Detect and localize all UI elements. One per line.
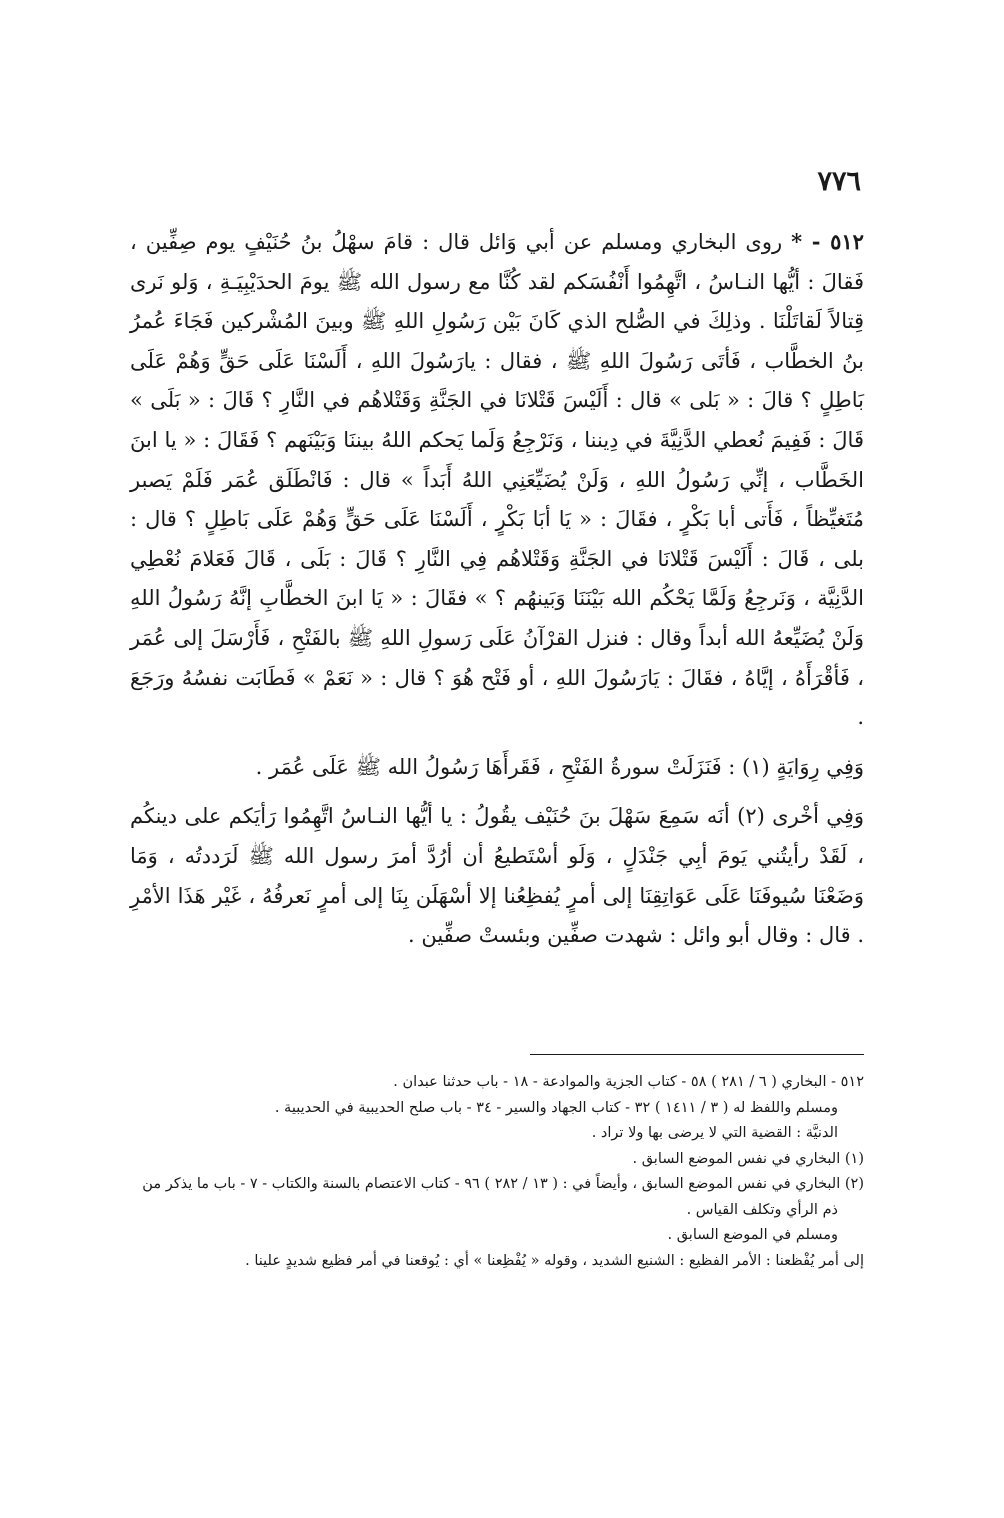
footnote-definition-2: إلى أمر يُفْظعنا : الأمر الفظيع : الشنيع الشديد ، وقوله « يُفْظِعنا » أي : يُوقعنا في أمر فظيع شديدٍ علينا . bbox=[245, 1252, 864, 1269]
hadith-paragraph-main bbox=[130, 222, 864, 738]
footnote-definition: الدنيَّة : القضية التي لا يرضى بها ولا تراد . bbox=[591, 1125, 838, 1141]
footnote-divider bbox=[530, 1054, 864, 1055]
footnotes bbox=[130, 1070, 864, 1274]
hadith-body bbox=[130, 222, 864, 956]
footnote-2: (٢) البخاري في نفس الموضع السابق ، وأيضاً في : ( ١٣ / ٢٨٢ ) ٩٦ - كتاب الاعتصام بالسنة والكتاب - ٧ - باب ما يذكر من ذم الرأي وتكلف القياس . bbox=[142, 1176, 864, 1218]
footnote-2-muslim: ومسلم في الموضع السابق . bbox=[667, 1227, 838, 1243]
page-number: ٧٧٦ bbox=[817, 166, 861, 197]
footnote-source-muslim: ومسلم واللفظ له ( ٣ / ١٤١١ ) ٣٢ - كتاب الجهاد والسير - ٣٤ - باب صلح الحديبية في الحديبية . bbox=[274, 1099, 838, 1116]
hadith-paragraph-riwaya: وَفِي رِوَايَةٍ (١) : فَنَزَلَتْ سورةُ الفَتْحِ ، فَقَرأَهَا رَسُولُ الله ﷺ عَلَى عُمَر . bbox=[255, 754, 864, 779]
hadith-text: روى البخاري ومسلم عن أبي وَائل قال : قامَ سهْلُ بنُ حُنَيْفٍ يوم صِفِّين ، فَقالَ : أيُّها النـاسُ ، اتَّهِمُوا أَنْفُسَكم لقد كُنَّا مع رسول الله ﷺ يومَ الحدَيْبِيَـةِ ، وَلو نَرى قِتالاً لَقاتَلْنَا . وذلِكَ في الصُّلح الذي كَانَ بَيْن رَسُولِ اللهِ ﷺ وبينَ المُشْركين فَجَاءَ عُمرُ بنُ الخطَّاب ، فَأتَى رَسُولَ اللهِ ﷺ ، فقال : يارَسُولَ اللهِ ، أَلَسْنَا عَلَى حَقٍّ وَهُمْ عَلَى بَاطِلٍ ؟ قالَ : « بَلى » قال : أَلَيْسَ قَتْلانَا في الجَنَّةِ وَقَتْلاهُم في النَّارِ ؟ قَالَ : « بَلَى » قَالَ : فَفِيمَ نُعطي الدَّنِيَّةَ في دِيننا ، وَنَرْجِعُ وَلَما يَحكم اللهُ بيننَا وَبَيْنَهم ؟ فَقَالَ : « يا ابنَ الخَطَّاب ، إنِّي رَسُولُ اللهِ ، وَلَنْ يُضَيِّعَنِي اللهُ أَبَداً » قال : فَانْطَلَق عُمَر فَلَمْ يَصبر مُتَغيِّظاً ، فَأَتى أبا بَكْرٍ ، فقَالَ : « يَا أبَا بَكْرٍ ، أَلَسْنَا عَلَى حَقٍّ وَهُمْ عَلَى بَاطِلٍ ؟ قال : بلى ، قَالَ : أَلَيْسَ قَتْلانَا في الجَنَّةِ وَقَتْلاهُم فِي النَّارِ ؟ قَالَ : بَلَى ، قَالَ فَعَلامَ نُعْطِي الدَّنِيَّة ، وَنَرجِعُ وَلَمَّا يَحْكُم الله بَيْنَنَا وَبَينهُم ؟ » فقَالَ : « يَا ابنَ الخطَّابِ إنَّهُ رَسُولُ اللهِ وَلَنْ يُضَيِّعهُ الله أبداً وقال : فنزل القرْآنُ عَلَى رَسولِ اللهِ ﷺ بالفَتْحِ ، فَأَرْسَلَ إلى عُمَر ، فَأقْرَأَهُ ، إيَّاهُ ، فقَالَ : يَارَسُولَ اللهِ ، أو فَتْح هُوَ ؟ قال : « نَعَمْ » فَطَابَت نفسُهُ ورَجَعَ . bbox=[130, 230, 865, 730]
hadith-paragraph-ukhra: وَفِي أخْرى (٢) أنَه سَمِعَ سَهْلَ بنَ حُنَيْف يقُولُ : يا أيُّها النـاسُ اتَّهِمُوا رَأيَكم على دينكُم ، لَقَدْ رأيتُني يَومَ أبِي جَنْدَلٍ ، وَلَو أسْتَطيعُ أن أرُدَّ أمرَ رسول الله ﷺ لَرَددتُه ، وَمَا وَضَعْنَا سُيوفَنَا عَلَى عَوَاتِقِنَا إلى أمرٍ يُفظِعُنا إلا أسْهَلَن بِنَا إلى أمرٍ نَعرفُهُ ، غَيْر هَذَا الأمْرِ . قال : وقال أبو وائل : شهدت صفِّين وبئستْ صفِّين . bbox=[130, 804, 864, 948]
hadith-number: ٥١٢ - * bbox=[791, 229, 864, 254]
footnote-1: (١) البخاري في نفس الموضع السابق . bbox=[632, 1150, 864, 1167]
footnote-source-bukhari: ٥١٢ - البخاري ( ٦ / ٢٨١ ) ٥٨ - كتاب الجزية والموادعة - ١٨ - باب حدثنا عبدان . bbox=[393, 1074, 864, 1090]
